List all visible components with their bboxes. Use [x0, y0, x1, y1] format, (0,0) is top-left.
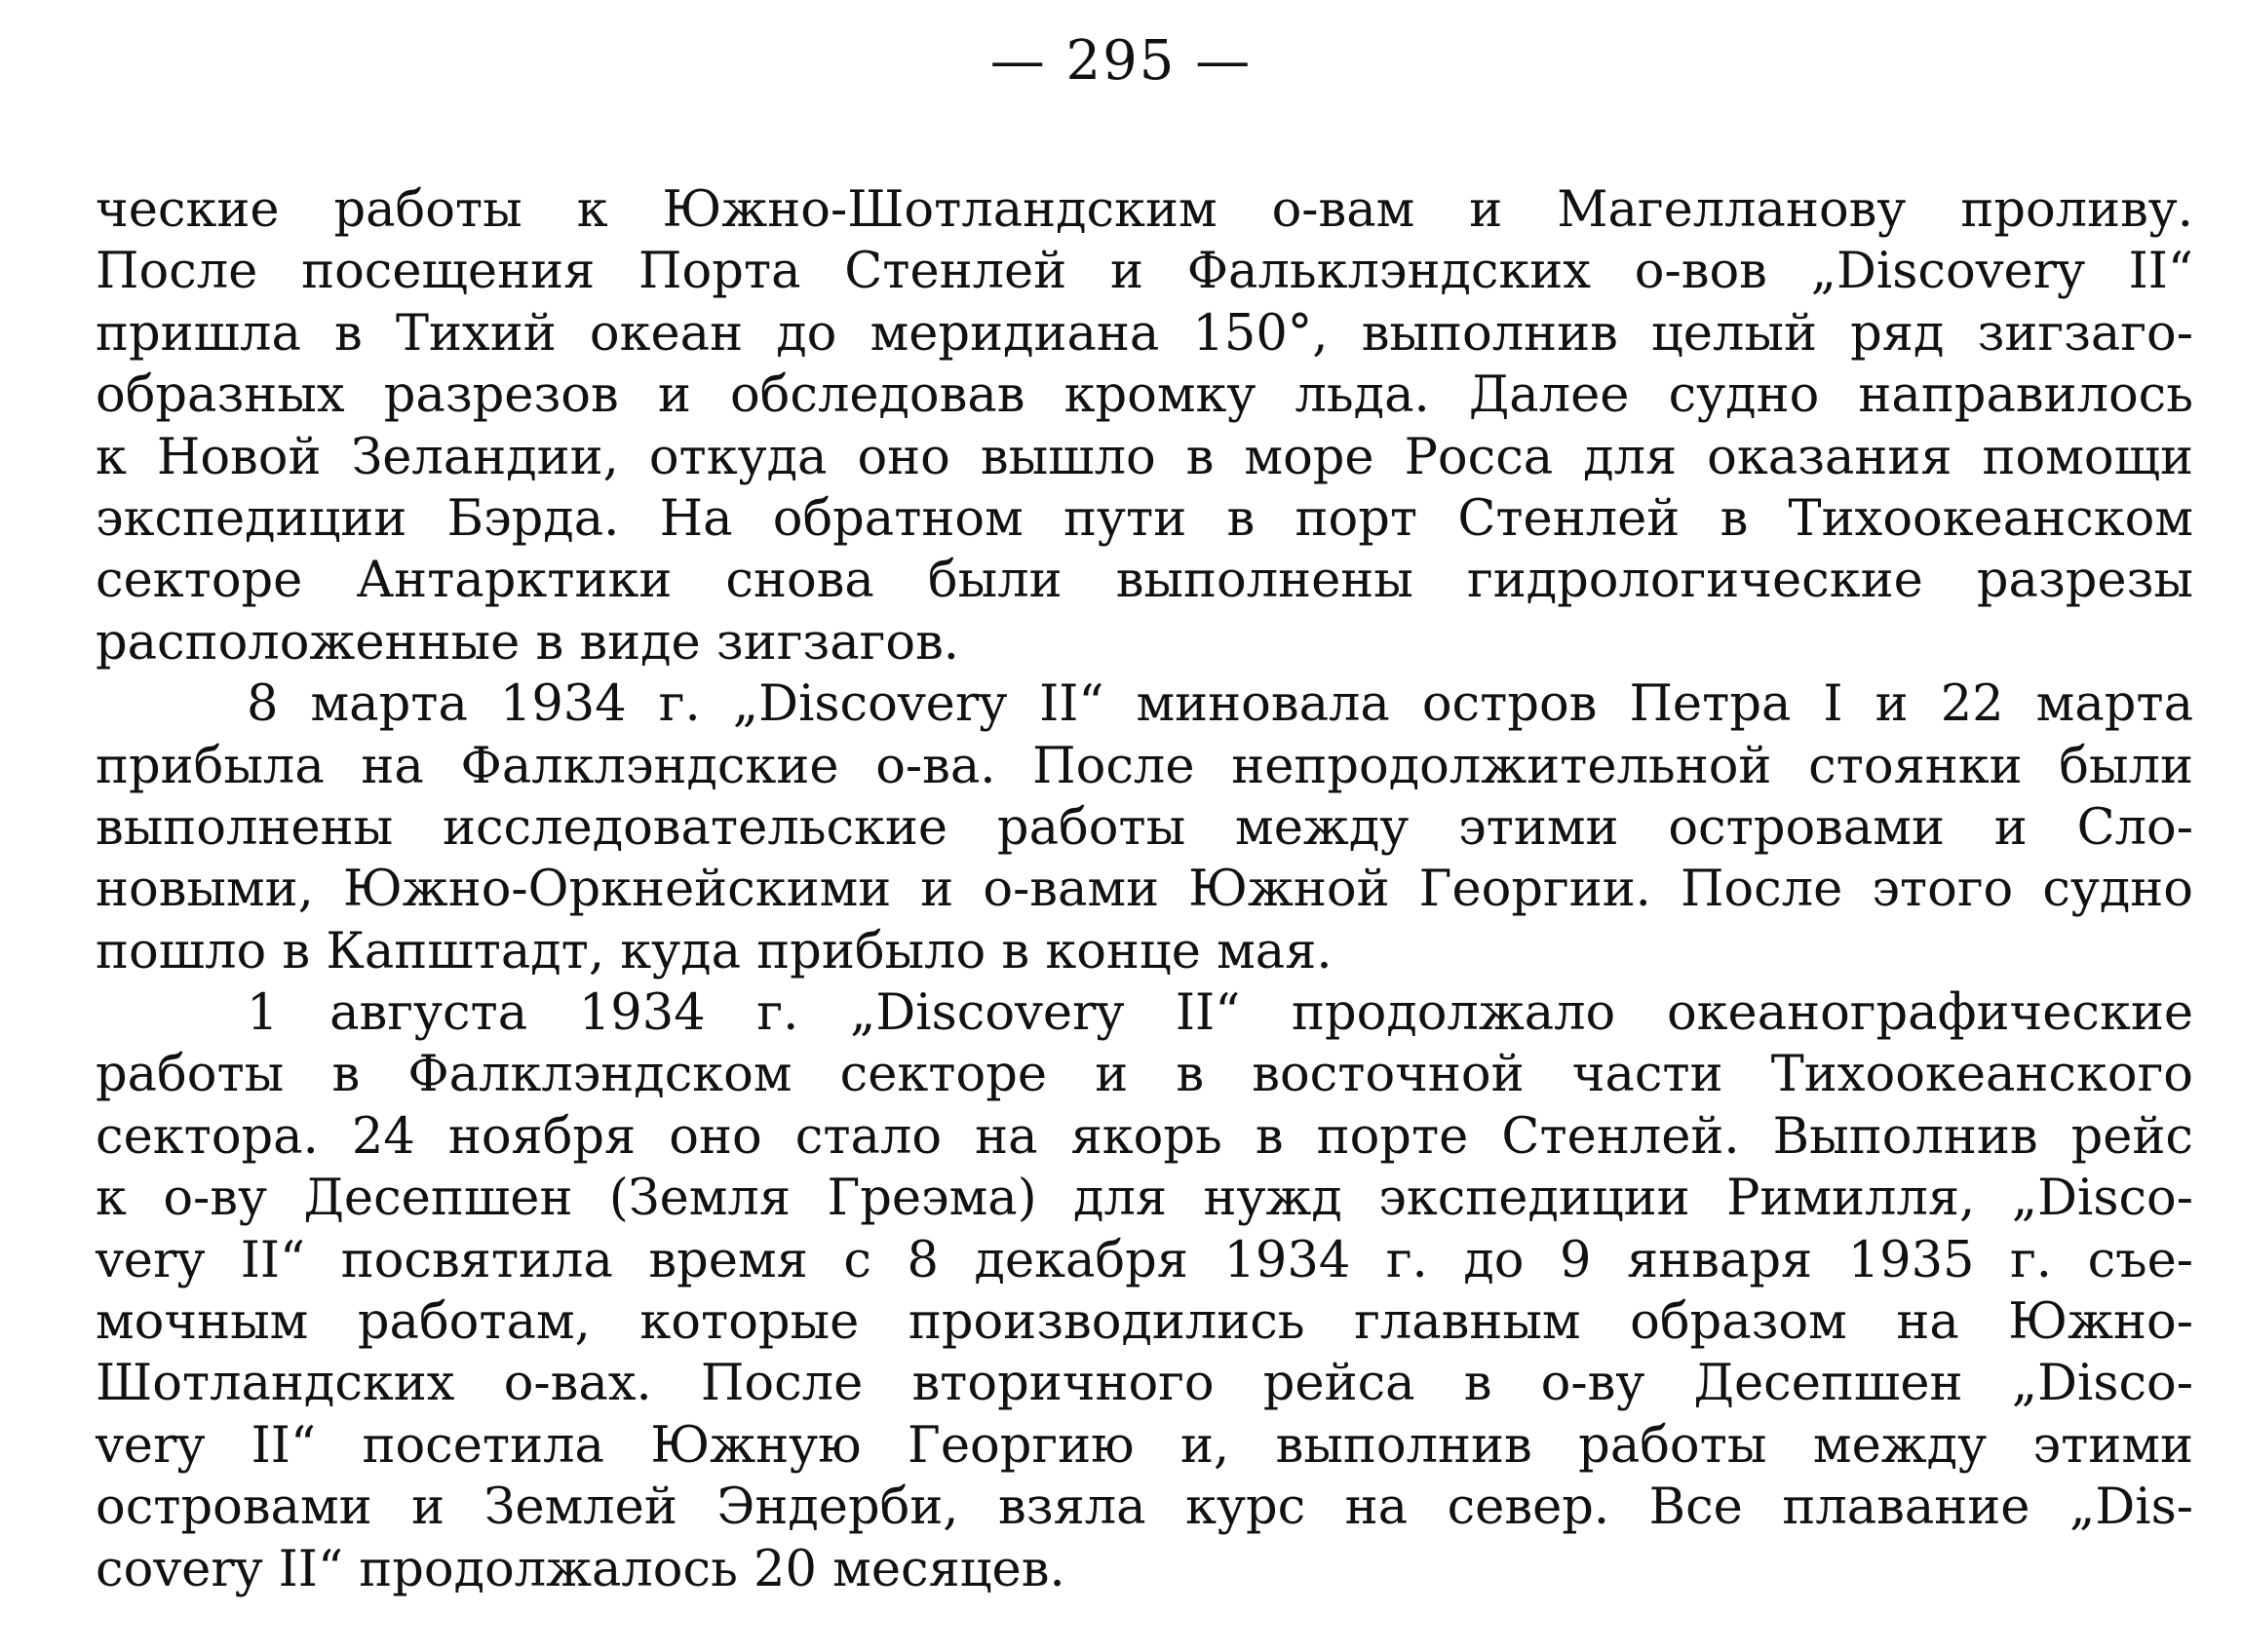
page-number: — 295 — — [989, 29, 1253, 93]
text-line: образных разрезов и обследовав кромку льда. Далее судно направилось — [96, 366, 2193, 425]
paragraph-end-line: covery II“ продолжалось 20 месяцев. — [96, 1540, 1065, 1598]
text-line: экспедиции Бэрда. На обратном пути в порт Стенлей в Тихоокеанском — [96, 489, 2193, 548]
text-line: Шотландских о-вах. После вторичного рейса в о-ву Десепшен „Disco- — [96, 1355, 2193, 1413]
paragraph-end-line: расположенные в виде зигзагов. — [96, 613, 960, 672]
paragraph-end-line: пошло в Капштадт, куда прибыло в конце мая. — [96, 922, 1333, 980]
text-line: прибыла на Фалклэндские о-ва. После непродолжительной стоянки были — [96, 737, 2193, 795]
text-line: к Новой Зеландии, откуда оно вышло в море Росса для оказания помощи — [96, 428, 2193, 486]
text-line: После посещения Порта Стенлей и Фальклэндских о-вов „Discovery II“ — [96, 243, 2193, 301]
body-text — [96, 179, 2193, 1600]
paragraph-first-line: 1 августа 1934 г. „Discovery II“ продолжало океанографические — [247, 984, 2193, 1043]
text-line: новыми, Южно-Оркнейскими и о-вами Южной Георгии. После этого судно — [96, 861, 2193, 919]
text-line: ческие работы к Южно-Шотландским о-вам и Магелланову проливу. — [96, 181, 2193, 239]
text-line: сектора. 24 ноября оно стало на якорь в порте Стенлей. Выполнив рейс — [96, 1107, 2193, 1166]
text-line: мочным работам, которые производились главным образом на Южно- — [96, 1293, 2193, 1352]
text-line: секторе Антарктики снова были выполнены гидрологические разрезы — [96, 552, 2193, 610]
text-line: very II“ посетила Южную Георгию и, выполнив работы между этими — [96, 1416, 2193, 1475]
text-line: островами и Землей Эндерби, взяла курс на север. Все плавание „Dis- — [96, 1479, 2193, 1537]
text-line: к о-ву Десепшен (Земля Греэма) для нужд экспедиции Римилля, „Disco- — [96, 1170, 2193, 1228]
text-line: выполнены исследовательские работы между этими островами и Сло- — [96, 798, 2193, 857]
text-line: пришла в Тихий океан до меридиана 150°, выполнив целый ряд зигзаго- — [96, 304, 2193, 363]
text-line: very II“ посвятила время с 8 декабря 1934 г. до 9 января 1935 г. съе- — [96, 1231, 2193, 1289]
text-line: работы в Фалклэндском секторе и в восточной части Тихоокеанского — [96, 1046, 2193, 1104]
paragraph-first-line: 8 марта 1934 г. „Discovery II“ миновала остров Петра I и 22 марта — [247, 675, 2193, 734]
